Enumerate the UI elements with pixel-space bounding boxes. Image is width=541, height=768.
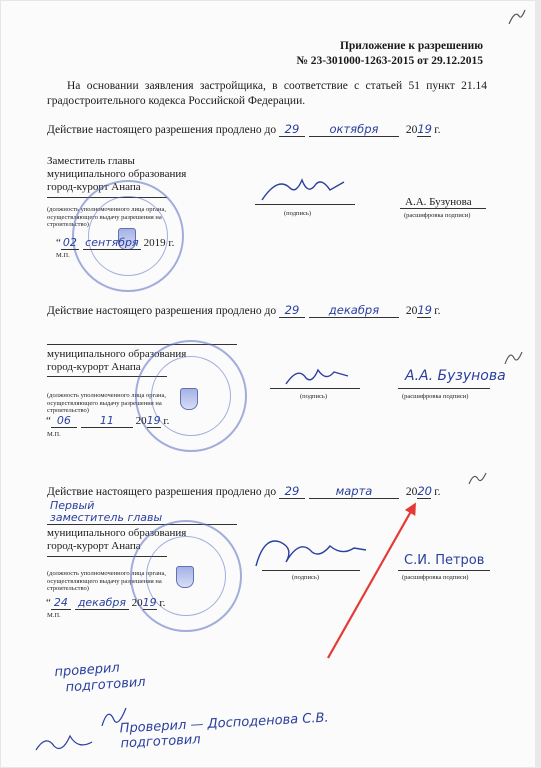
extension-year: 19 <box>417 122 432 136</box>
corner-mark-icon <box>505 6 531 28</box>
note-2-line-1: Проверил — Досподенова С.В. <box>119 710 329 737</box>
issue-date-1: “ 02 сентября 2019 г. <box>56 236 175 249</box>
signature-underline <box>255 204 355 205</box>
extension-day: 29 <box>279 122 305 137</box>
extension-month: марта <box>309 484 399 499</box>
signature-caption: (подпись) <box>292 574 319 581</box>
issue-date-2: “ 06 11 2019 г. <box>46 414 170 427</box>
official-name: А.А. Бузунова <box>405 196 472 208</box>
org-line-3: город-курорт Анапа <box>47 540 141 552</box>
issue-year: 2019 г. <box>143 237 175 249</box>
extension-prefix: Действие настоящего разрешения продлено до <box>47 124 277 136</box>
initial-signature-icon <box>32 728 102 758</box>
year-suffix: г. <box>434 124 441 136</box>
initial-mark-icon <box>502 348 526 368</box>
signature-caption: (подпись) <box>284 210 311 217</box>
extension-day: 29 <box>279 303 305 318</box>
extension-month: октября <box>309 122 399 137</box>
mp-label: М.П. <box>47 612 61 619</box>
handwritten-note-2 <box>119 711 329 752</box>
signature-underline <box>270 388 360 389</box>
red-arrow-icon <box>318 496 428 666</box>
header-line-2: № 23-301000-1263-2015 от 29.12.2015 <box>296 55 483 67</box>
decoding-caption: (расшифровка подписи) <box>402 574 469 581</box>
official-name-handwritten: А.А. Бузунова <box>405 368 506 384</box>
official-name-handwritten: С.И. Петров <box>404 553 485 568</box>
note-2-line-2: подготовил <box>120 732 201 752</box>
mp-label: М.П. <box>56 252 70 259</box>
decoding-caption: (расшифровка подписи) <box>402 393 469 400</box>
issue-month: сентября <box>83 236 141 250</box>
note-1-line-2: подготовил <box>65 674 147 696</box>
issue-year: 19 <box>146 414 161 427</box>
header-line-1: Приложение к разрешению <box>339 40 483 52</box>
position-handwritten <box>50 500 162 524</box>
extension-line-2 <box>47 303 441 318</box>
year-prefix: 20 <box>405 486 418 498</box>
issue-day: 24 <box>51 596 71 610</box>
org-line-2: муниципального образования <box>47 168 187 180</box>
issue-day: 02 <box>62 236 77 249</box>
extension-year: 20 <box>417 484 432 498</box>
extension-month: декабря <box>309 303 399 318</box>
year-prefix: 20 <box>405 124 418 136</box>
extension-prefix: Действие настоящего разрешения продлено до <box>47 486 277 498</box>
extension-year: 19 <box>417 303 432 317</box>
mp-label: М.П. <box>47 431 61 438</box>
issue-year: 19 <box>142 596 157 609</box>
decoding-underline <box>398 388 490 389</box>
extension-line-1 <box>47 122 441 137</box>
page-edge-shadow <box>535 0 541 768</box>
emblem-icon <box>176 566 194 588</box>
signature-image <box>282 362 352 390</box>
initial-mark-icon <box>466 470 490 488</box>
year-suffix: г. <box>434 305 441 317</box>
org-line-2: муниципального образования <box>47 348 187 360</box>
position-caption: (должность уполномоченного лица органа, осуществляющего выдачу разрешения на строительство) <box>47 570 167 592</box>
decoding-underline <box>400 208 486 209</box>
year-prefix: 20 <box>405 305 418 317</box>
note-1-line-1: проверил <box>53 660 121 681</box>
year-suffix: г. <box>434 486 441 498</box>
extension-day: 29 <box>279 484 305 499</box>
signature-caption: (подпись) <box>300 393 327 400</box>
position-line-1: Первый <box>50 499 95 512</box>
handwritten-note-1 <box>54 659 146 697</box>
org-line-1: Заместитель главы <box>47 155 135 167</box>
position-caption: (должность уполномоченного лица органа, осуществляющего выдачу разрешения на строительство) <box>47 392 167 414</box>
signature-image <box>258 170 348 206</box>
position-caption: (должность уполномоченного лица органа, осуществляющего выдачу разрешения на строительство) <box>47 206 167 228</box>
extension-prefix: Действие настоящего разрешения продлено до <box>47 305 277 317</box>
intro-paragraph: На основании заявления застройщика, в соответствие с статьей 51 пункт 21.14 градостроительного кодекса Российской Федерации. <box>47 80 487 107</box>
issue-date-3: “ 24 декабря 2019 г. <box>46 596 166 609</box>
emblem-icon <box>180 388 198 410</box>
issue-month: декабря <box>75 596 129 610</box>
position-line-2: заместитель главы <box>50 511 163 524</box>
issue-day: 06 <box>51 414 77 428</box>
issue-month: 11 <box>81 414 133 428</box>
org-line-2: муниципального образования <box>47 527 187 539</box>
decoding-caption: (расшифровка подписи) <box>404 212 471 219</box>
org-line-3: город-курорт Анапа <box>47 181 141 193</box>
org-line-3: город-курорт Анапа <box>47 361 141 373</box>
